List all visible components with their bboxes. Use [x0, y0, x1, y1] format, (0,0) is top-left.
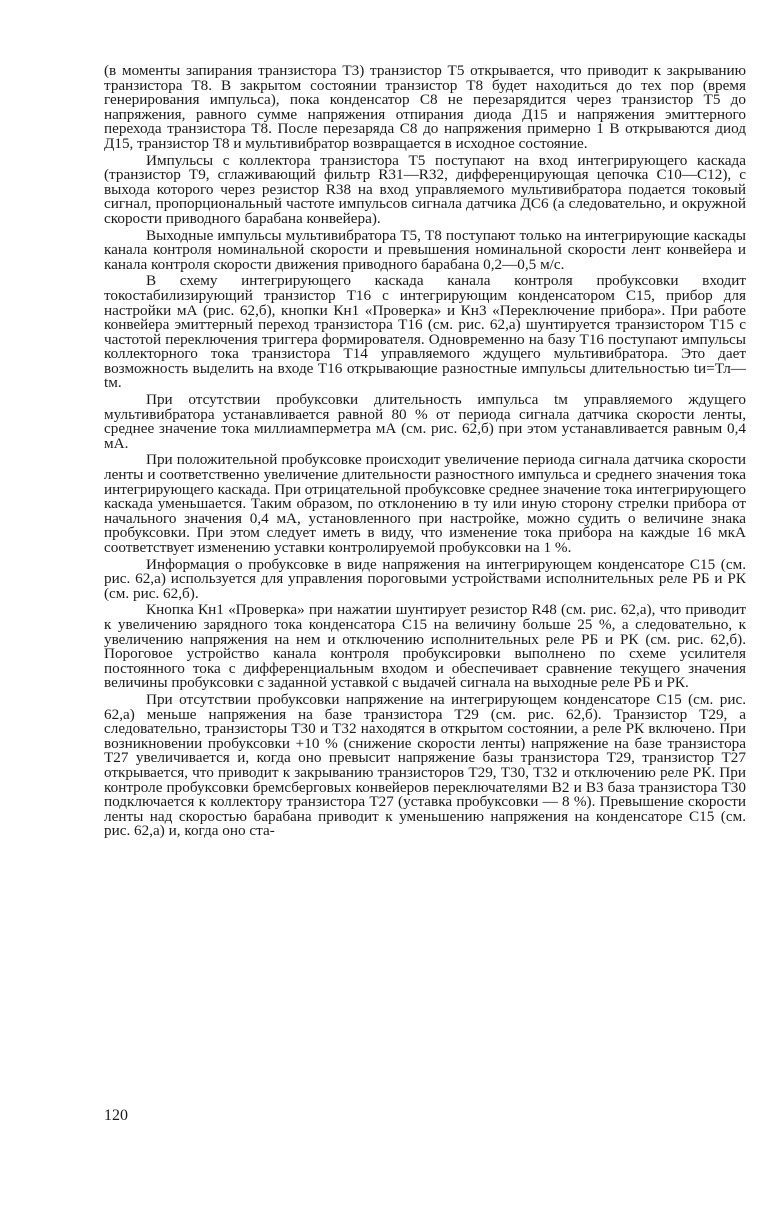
paragraph-6: При положительной пробуксовке происходит увеличение периода сигнала датчика скорости ленты и соответственно увеличение длительности разностного импульса и среднего значения тока интегрирующего каскада. При отрицательной пробуксовке среднее значение тока интегрирующего каскада уменьшается. Таким образом, по отклонению в ту или иную сторону стрелки прибора от начального значения 0,4 мА, установленного при настройке, можно судить о величине знака пробуксовки. При этом следует иметь в виду, что изменение тока прибора на каждые 16 мкА соответствует изменению уставки контролируемой пробуксовки на 1 %. — [104, 451, 746, 556]
paragraph-5: При отсутствии пробуксовки длительность импульса tм управляемого ждущего мультивибратора устанавливается равной 80 % от периода сигнала датчика скорости ленты, среднее значение тока миллиамперметра мА (см. рис. 62,б) при этом устанавливается равным 0,4 мА. — [104, 391, 746, 452]
page-body — [104, 64, 746, 1194]
paragraph-1: (в моменты запирания транзистора Т3) транзистор Т5 открывается, что приводит к закрыванию транзистора Т8. В закрытом состоянии транзистор Т8 будет находиться до тех пор (время генерирования импульса), пока конденсатор С8 не перезарядится через транзистор Т5 до напряжения, равного сумме напряжения отпирания диода Д15 и напряжения эмиттерного перехода транзистора Т8. После перезаряда С8 до напряжения примерно 1 В открываются диод Д15, транзистор Т8 и мультивибратор возвращается в исходное состояние. — [104, 62, 746, 152]
paragraph-2: Импульсы с коллектора транзистора Т5 поступают на вход интегрирующего каскада (транзистор Т9, сглаживающий фильтр R31—R32, дифференцирующая цепочка С10—С12), с выхода которого через резистор R38 на вход управляемого мультивибратора подается токовый сигнал, пропорциональный частоте импульсов сигнала датчика ДС6 (а следовательно, и окружной скорости приводного барабана конвейера). — [104, 151, 746, 227]
paragraph-8: Кнопка Кн1 «Проверка» при нажатии шунтирует резистор R48 (см. рис. 62,а), что приводит к увеличению зарядного тока конденсатора С15 на величину больше 25 %, а следовательно, к увеличению напряжения на нем и отключению исполнительных реле РБ и РК (см. рис. 62,б). Пороговое устройство канала контроля пробуксировки выполнено по схеме усилителя постоянного тока с дифференциальным входом и обеспечивает сравнение текущего значения величины пробуксовки с заданной уставкой с выдачей сигнала на выходные реле РБ и РК. — [104, 601, 746, 692]
page-number: 120 — [104, 1107, 128, 1124]
paragraph-3: Выходные импульсы мультивибратора Т5, Т8 поступают только на интегрирующие каскады канала контроля номинальной скорости и превышения номинальной скорости лент конвейера и канала контроля скорости движения приводного барабана 0,2—0,5 м/с. — [104, 226, 746, 273]
paragraph-9: При отсутствии пробуксовки напряжение на интегрирующем конденсаторе С15 (см. рис. 62,а) меньше напряжения на базе транзистора Т29 (см. рис. 62,б). Транзистор Т29, а следовательно, транзисторы Т30 и Т32 находятся в открытом состоянии, а реле РК включено. При возникновении пробуксовки +10 % (снижение скорости ленты) напряжение на базе транзистора Т27 увеличивается и, когда оно превысит напряжение базы транзистора Т29, транзистор Т27 открывается, что приводит к закрыванию транзисторов Т29, Т30, Т32 и отключению реле РК. При контроле пробуксовки бремсберговых конвейеров переключателями В2 и В3 база транзистора Т30 подключается к коллектору транзистора Т27 (уставка пробуксовки — 8 %). Превышение скорости ленты над скоростью барабана приводит к уменьшению напряжения на конденсаторе С15 (см. рис. 62,а) и, когда оно ста- — [104, 690, 746, 840]
paragraph-7: Информация о пробуксовке в виде напряжения на интегрирующем конденсаторе С15 (см. рис. 62,а) используется для управления пороговыми устройствами исполнительных реле РБ и РК (см. рис. 62,б). — [104, 555, 746, 602]
paragraph-4: В схему интегрирующего каскада канала контроля пробуксовки входит токостабилизирующий транзистор Т16 с интегрирующим конденсатором С15, прибор для настройки мА (рис. 62,б), кнопки Кн1 «Проверка» и Кн3 «Переключение прибора». При работе конвейера эмиттерный переход транзистора Т16 (см. рис. 62,а) шунтируется транзистором Т15 с частотой переключения триггера формирователя. Одновременно на базу Т16 поступают импульсы коллекторного тока транзистора Т14 управляемого ждущего мультивибратора. Это дает возможность выделить на входе Т16 открывающие разностные импульсы длительностью tи=Тл—tм. — [104, 272, 746, 392]
